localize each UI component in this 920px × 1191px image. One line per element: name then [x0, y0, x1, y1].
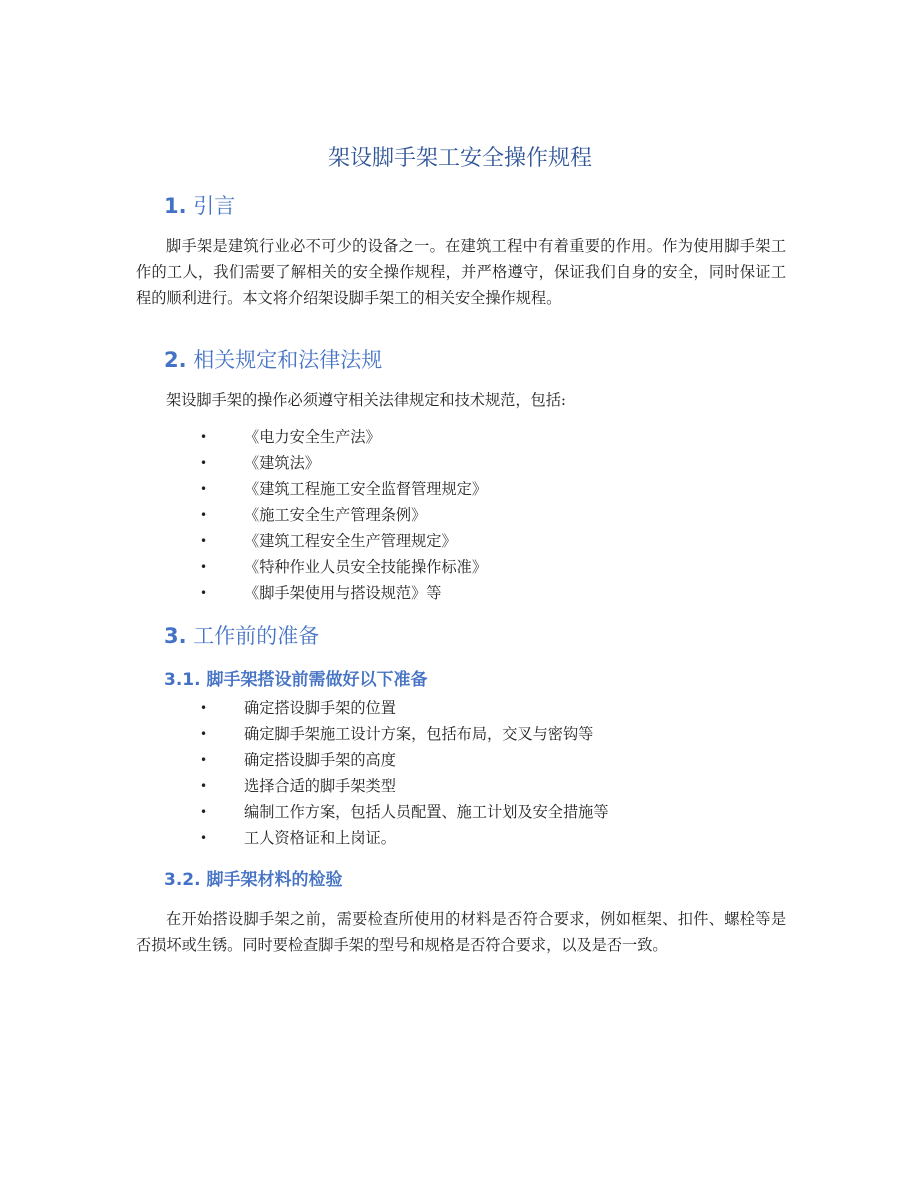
list-item: [200, 799, 609, 825]
section-3-title: 工作前的准备: [193, 624, 320, 648]
section-1-number: 1.: [164, 194, 187, 218]
bullet-icon: •: [200, 779, 208, 793]
list-item: [200, 476, 487, 502]
section-2-intro: 架设脚手架的操作必须遵守相关法律规定和技术规范，包括:: [166, 391, 566, 409]
section-3-2-number: 3.2.: [164, 870, 201, 890]
list-item-text: 《电力安全生产法》: [244, 428, 381, 446]
bullet-icon: •: [200, 456, 208, 470]
section-3-2-heading: [164, 867, 343, 893]
section-3-1-number: 3.1.: [164, 670, 201, 690]
section-3-2-paragraph: 在开始搭设脚手架之前，需要检查所使用的材料是否符合要求，例如框架、扣件、螺栓等是否损坏或生锈。同时要检查脚手架的型号和规格是否符合要求，以及是否一致。: [136, 910, 786, 954]
bullet-icon: •: [200, 831, 208, 845]
list-item: [200, 747, 609, 773]
section-1-heading: [164, 190, 235, 222]
list-item-text: 《建筑法》: [244, 454, 320, 472]
list-item-text: 《建筑工程安全生产管理规定》: [244, 532, 457, 550]
bullet-icon: •: [200, 430, 208, 444]
list-item: [200, 721, 609, 747]
list-item: [200, 773, 609, 799]
document-title: 架设脚手架工安全操作规程: [327, 146, 592, 171]
section-1-paragraph: 脚手架是建筑行业必不可少的设备之一。在建筑工程中有着重要的作用。作为使用脚手架工作的工人，我们需要了解相关的安全操作规程，并严格遵守，保证我们自身的安全，同时保证工程的顺利进行。本文将介绍架设脚手架工的相关安全操作规程。: [136, 237, 786, 307]
list-item-text: 确定搭设脚手架的位置: [244, 699, 396, 717]
list-item-text: 工人资格证和上岗证。: [244, 829, 396, 847]
section-2-title: 相关规定和法律法规: [193, 348, 383, 372]
list-item: [200, 424, 487, 450]
section-3-1-heading: [164, 667, 428, 693]
section-1-title: 引言: [193, 194, 236, 218]
bullet-icon: •: [200, 508, 208, 522]
bullet-icon: •: [200, 534, 208, 548]
section-3-number: 3.: [164, 624, 187, 648]
section-2-heading: [164, 344, 382, 376]
bullet-icon: •: [200, 727, 208, 741]
list-item: [200, 502, 487, 528]
list-item: [200, 528, 487, 554]
list-item: [200, 450, 487, 476]
list-item: [200, 695, 609, 721]
list-item-text: 确定搭设脚手架的高度: [244, 751, 396, 769]
list-item: [200, 580, 487, 606]
bullet-icon: •: [200, 805, 208, 819]
bullet-icon: •: [200, 482, 208, 496]
list-item-text: 确定脚手架施工设计方案，包括布局，交叉与密钩等: [244, 725, 594, 743]
preparation-list: [200, 695, 609, 851]
bullet-icon: •: [200, 586, 208, 600]
list-item-text: 编制工作方案，包括人员配置、施工计划及安全措施等: [244, 803, 609, 821]
list-item-text: 《施工安全生产管理条例》: [244, 506, 427, 524]
section-3-heading: [164, 620, 319, 652]
regulations-list: [200, 424, 487, 606]
list-item: [200, 554, 487, 580]
section-2-number: 2.: [164, 348, 187, 372]
section-3-2-title: 脚手架材料的检验: [206, 870, 343, 890]
bullet-icon: •: [200, 560, 208, 574]
list-item-text: 《脚手架使用与搭设规范》等: [244, 584, 442, 602]
list-item-text: 《特种作业人员安全技能操作标准》: [244, 558, 487, 576]
list-item-text: 《建筑工程施工安全监督管理规定》: [244, 480, 487, 498]
list-item-text: 选择合适的脚手架类型: [244, 777, 396, 795]
bullet-icon: •: [200, 701, 208, 715]
list-item: [200, 825, 609, 851]
section-3-1-title: 脚手架搭设前需做好以下准备: [206, 670, 428, 690]
bullet-icon: •: [200, 753, 208, 767]
